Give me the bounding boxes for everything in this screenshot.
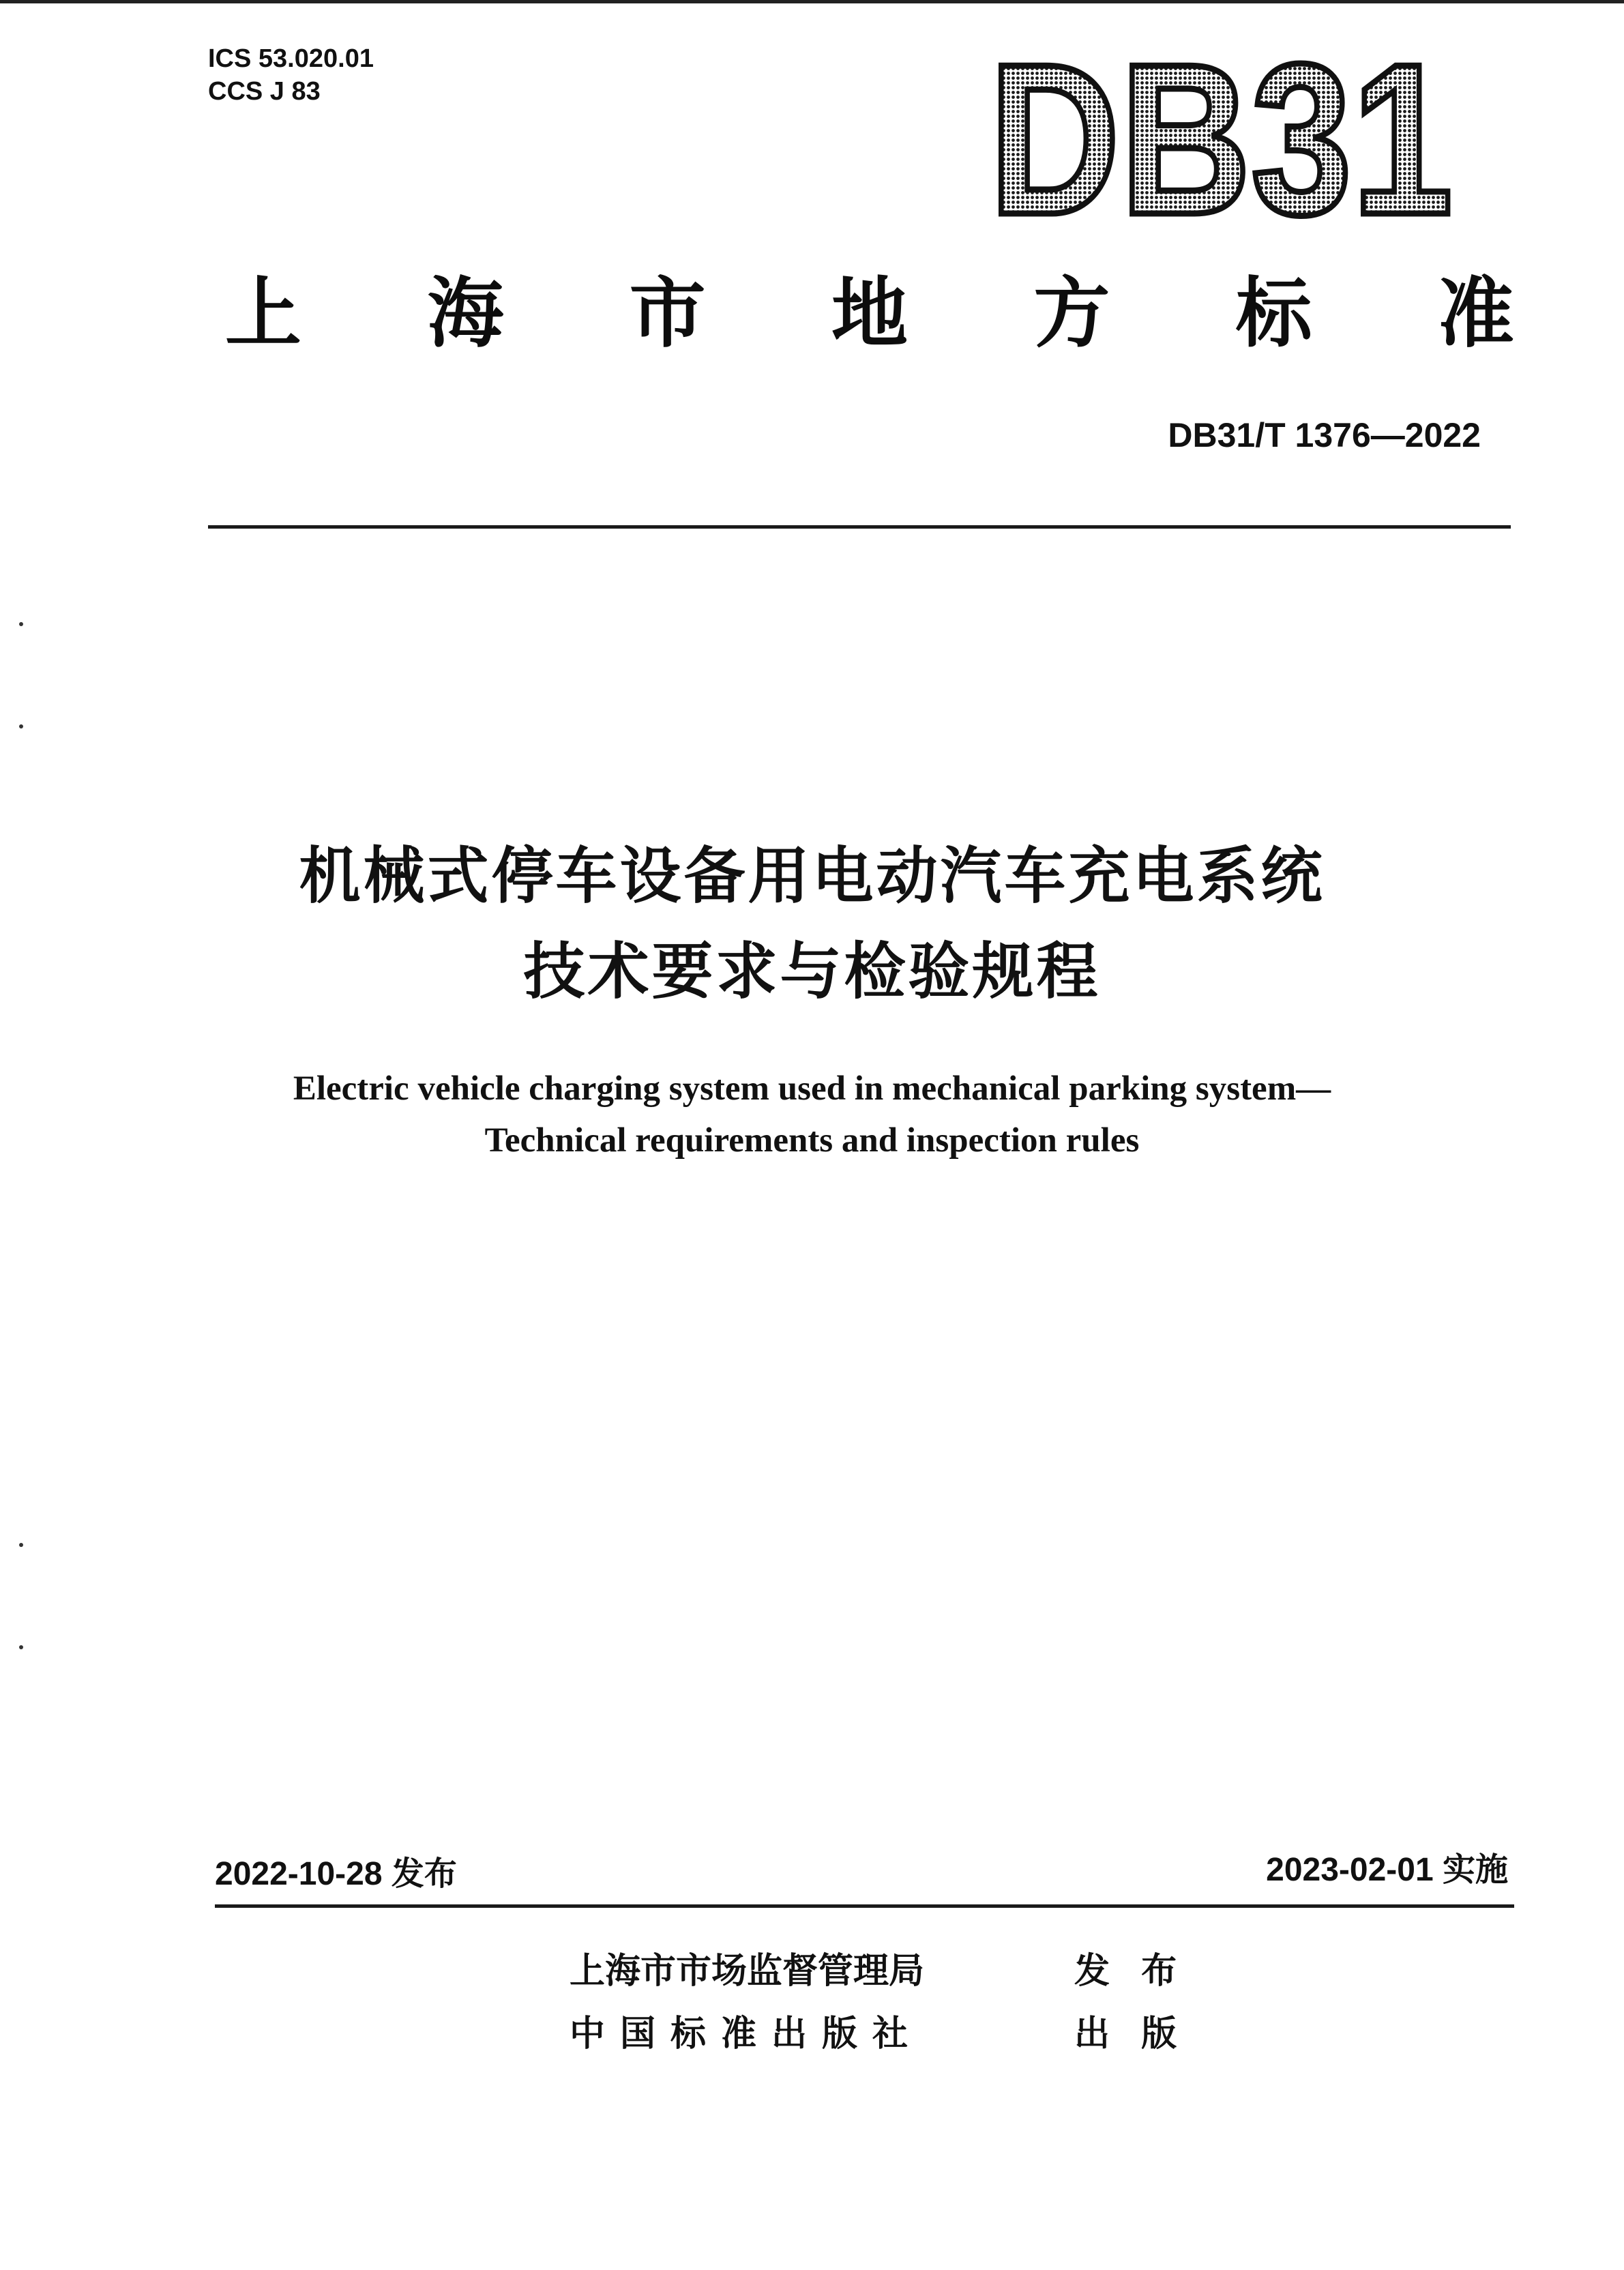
db31-logo-text: DB31 (989, 19, 1453, 259)
standard-type-heading (225, 269, 1514, 358)
chinese-title-line: 机械式停车设备用电动汽车充电系统 (299, 840, 1325, 912)
standard-type-char: 地 (831, 269, 908, 358)
publisher-action: 出 版 (1074, 2014, 1187, 2054)
standard-type-char: 标 (1235, 269, 1312, 358)
implementation-date: 2023-02-01 实施 (1266, 1852, 1508, 1888)
scan-speck (19, 1645, 23, 1649)
ics-code: ICS 53.020.01 (208, 44, 374, 73)
standard-type-char: 准 (1437, 269, 1514, 358)
english-title (0, 1063, 1624, 1166)
standard-type-char: 海 (427, 269, 504, 358)
english-title-line: Technical requirements and inspection rules (484, 1121, 1140, 1160)
standard-type-char: 方 (1033, 269, 1110, 358)
scan-speck (19, 1543, 23, 1547)
scan-top-edge (0, 0, 1624, 3)
classification-codes (208, 42, 374, 108)
standard-type-char: 市 (629, 269, 706, 358)
standard-number: DB31/T 1376—2022 (1168, 416, 1481, 454)
issuing-authority-action: 发 布 (1074, 1951, 1187, 1992)
publisher-row (570, 2012, 1186, 2056)
issue-date: 2022-10-28 发布 (215, 1856, 457, 1892)
db31-logo (982, 19, 1460, 259)
footer-divider (215, 1904, 1514, 1908)
chinese-title (0, 829, 1624, 1020)
chinese-title-line: 技术要求与检验规程 (523, 936, 1101, 1007)
publisher-name: 中国标准出版社 (570, 2014, 924, 2054)
english-title-line: Electric vehicle charging system used in mechanical parking system— (293, 1070, 1331, 1108)
issuing-authority-row (570, 1949, 1186, 1993)
ccs-code: CCS J 83 (208, 77, 321, 106)
issuing-authority-name: 上海市市场监督管理局 (570, 1951, 925, 1992)
header-divider (208, 525, 1511, 529)
standard-type-char: 上 (225, 269, 301, 358)
scan-speck (19, 622, 23, 626)
scan-speck (19, 724, 23, 728)
